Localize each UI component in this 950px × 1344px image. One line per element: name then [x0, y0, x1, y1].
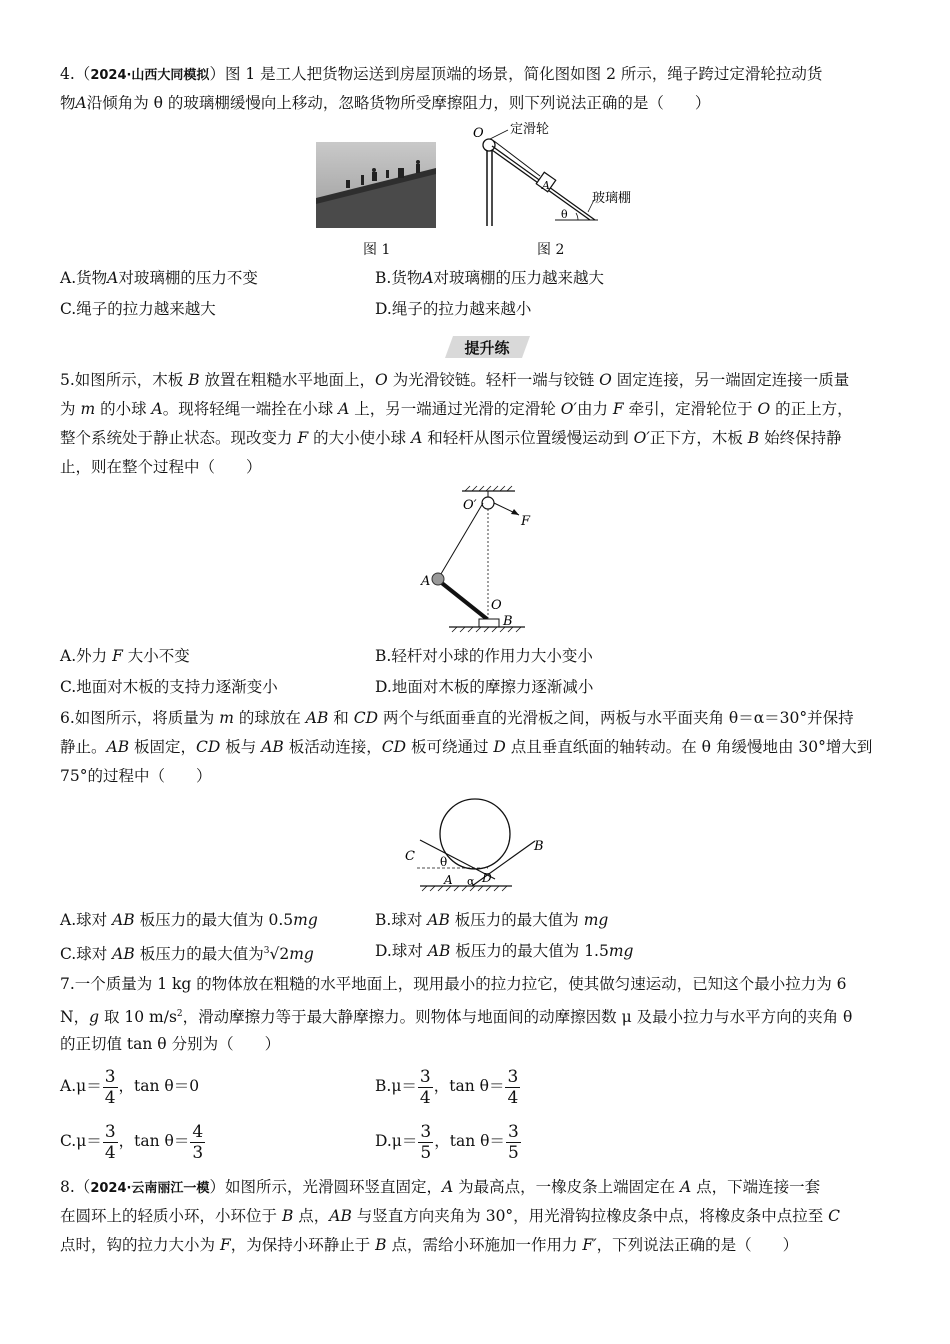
- text-run: 4.: [60, 65, 75, 83]
- text-run: 。现将轻绳一端拴在小球: [162, 400, 339, 418]
- text-run: O: [599, 371, 612, 389]
- text-run: 板压力的最大值为 1.5: [450, 942, 609, 960]
- text-run: 板压力的最大值为 0.5: [134, 911, 294, 929]
- q4-label-o: O: [473, 126, 484, 141]
- text-run: AB: [112, 945, 135, 964]
- text-run: A: [411, 429, 423, 447]
- text-run: 绳子的拉力越来越小: [391, 300, 532, 318]
- q4-source-tag: 2024·山西大同模拟: [90, 68, 210, 83]
- text-run: 为光滑铰链。轻杆一端与铰链: [387, 371, 600, 389]
- q8-source-tag: 2024·云南丽江一模: [90, 1181, 210, 1196]
- q5-option-c: [60, 674, 278, 700]
- text-run: 和轻杆从图示位置缓慢运动到: [422, 429, 634, 447]
- text-run: 止，则在整个过程中（ ）: [60, 458, 262, 476]
- text-run: 地面对木板的摩擦力逐渐减小: [391, 678, 594, 696]
- q5-figure: [415, 485, 545, 637]
- text-run: F′: [582, 1236, 597, 1254]
- text-run: F: [112, 647, 123, 665]
- text-run: 上，另一端通过光滑的定滑轮: [349, 400, 561, 418]
- text-run: 对玻璃棚的压力越来越大: [433, 269, 605, 287]
- text-run: D.: [375, 300, 392, 318]
- text-run: N，: [60, 1008, 90, 1027]
- q4-figure-1-caption: 图 1: [363, 242, 391, 258]
- q8-line-2: [60, 1203, 840, 1229]
- text-run: 始终保持静: [759, 429, 842, 447]
- text-run: B: [375, 1236, 387, 1254]
- text-run: C.μ＝: [60, 1132, 102, 1150]
- text-run: C: [828, 1207, 840, 1225]
- text-run: mg: [289, 945, 314, 964]
- text-run: mg: [608, 942, 634, 960]
- text-run: 如图所示，光滑圆环竖直固定，: [224, 1178, 442, 1196]
- text-run: 3: [192, 1142, 204, 1163]
- text-run: CD: [353, 709, 379, 727]
- text-run: 的正上方，: [770, 400, 853, 418]
- q5-label-f: F: [521, 514, 531, 529]
- text-run: 与竖直方向夹角为 30°，用光滑钩拉橡皮条中点，将橡皮条中点拉至: [351, 1207, 829, 1225]
- text-run: ，下列说法正确的是（ ）: [596, 1236, 799, 1254]
- text-run: O′: [633, 429, 650, 447]
- text-run: 球对: [76, 945, 113, 964]
- text-run: 4: [104, 1142, 116, 1163]
- text-run: 板活动连接，: [283, 738, 382, 756]
- text-run: 的球放在: [233, 709, 306, 727]
- text-run: A: [422, 269, 434, 287]
- text-run: 点且垂直纸面的轴转动。在 θ 角缓慢地由 30°增大到: [505, 738, 873, 756]
- q5-option-a: [60, 643, 190, 669]
- q6-option-b: [375, 907, 608, 933]
- text-run: AB: [427, 911, 450, 929]
- text-run: O′: [560, 400, 577, 418]
- q4-option-b: [375, 265, 604, 291]
- text-run: ，tan θ＝: [118, 1132, 190, 1150]
- text-run: 点，下端连接一套: [691, 1178, 821, 1196]
- text-run: （: [74, 65, 91, 83]
- text-run: 点，需给小环施加一作用力: [386, 1236, 583, 1254]
- text-run: mg: [293, 911, 318, 929]
- text-run: O: [757, 400, 771, 418]
- q5-line-2: [60, 396, 853, 422]
- text-run: 在圆环上的轻质小环，小环位于: [60, 1207, 282, 1225]
- text-run: A: [107, 269, 119, 287]
- text-run: 整个系统处于静止状态。现改变力: [60, 429, 298, 447]
- text-run: B: [188, 371, 200, 389]
- text-run: O: [375, 371, 388, 389]
- text-run: AB: [427, 942, 451, 960]
- text-run: 货物: [76, 269, 108, 287]
- text-run: 固定连接，另一端固定连接一质量: [611, 371, 850, 389]
- q7-option-b: [375, 1064, 521, 1108]
- q7-option-a: [60, 1064, 199, 1108]
- text-run: （: [74, 1178, 91, 1196]
- text-run: A: [75, 94, 87, 112]
- text-run: A.: [60, 269, 77, 287]
- q6-figure: [400, 796, 560, 896]
- q5-label-o-prime: O′: [463, 498, 477, 513]
- text-run: 4: [192, 1121, 204, 1142]
- text-run: 的正切值 tan θ 分别为（ ）: [60, 1035, 281, 1053]
- text-run: B: [281, 1207, 294, 1225]
- text-run: 3: [104, 1121, 116, 1142]
- q6-label-c: C: [405, 849, 415, 864]
- text-run: 点时，钩的拉力大小为: [60, 1236, 220, 1254]
- q4-option-d: [375, 296, 531, 322]
- text-run: B.μ＝: [375, 1077, 417, 1095]
- q6-option-c: [60, 938, 314, 967]
- text-run: 3: [507, 1066, 519, 1087]
- text-run: 球对: [391, 911, 428, 929]
- q6-label-d: D: [482, 871, 492, 885]
- text-run: CD: [196, 738, 221, 756]
- text-run: m: [80, 400, 96, 418]
- text-run: 板固定，: [129, 738, 197, 756]
- text-run: AB: [305, 709, 329, 727]
- q4-label-pulley: 定滑轮: [510, 122, 550, 137]
- text-run: A.: [60, 647, 77, 665]
- q6-line-1: [60, 705, 854, 731]
- text-run: 放置在粗糙水平地面上，: [199, 371, 376, 389]
- text-run: AB: [261, 738, 284, 756]
- q5-label-o: O: [491, 598, 502, 613]
- q5-line-1: [60, 367, 849, 393]
- text-run: B.: [375, 911, 392, 929]
- q4-label-glass: 玻璃棚: [592, 191, 632, 206]
- text-run: D.: [375, 942, 392, 960]
- text-run: 3: [263, 946, 270, 956]
- text-run: 3: [419, 1066, 431, 1087]
- text-run: 3: [420, 1121, 432, 1142]
- text-run: AB: [329, 1207, 352, 1225]
- text-run: AB: [106, 738, 130, 756]
- text-run: ，滑动摩擦力等于最大静摩擦力。则物体与地面间的动摩擦因数 μ 及最小拉力与水平方向的夹角 θ: [182, 1008, 853, 1027]
- q6-label-b: B: [534, 839, 544, 854]
- text-run: F: [297, 429, 309, 447]
- q7-option-d: [375, 1119, 522, 1163]
- text-run: 板可绕通过: [406, 738, 494, 756]
- text-run: 两个与纸面垂直的光滑板之间，两板与水平面夹角 θ＝α＝30°并保持: [378, 709, 854, 727]
- text-run: g: [89, 1008, 100, 1027]
- q8-line-3: [60, 1232, 798, 1258]
- q4-line-1: [60, 61, 822, 89]
- text-run: 的大小使小球: [308, 429, 412, 447]
- q4-label-a: A: [542, 179, 550, 192]
- q4-label-theta: θ: [561, 208, 568, 221]
- text-run: ）: [209, 1178, 225, 1196]
- text-run: 4: [104, 1087, 116, 1108]
- text-run: AB: [112, 911, 135, 929]
- text-run: 4: [507, 1087, 519, 1108]
- text-run: A: [680, 1178, 692, 1196]
- text-run: 3: [507, 1121, 519, 1142]
- q7-option-c: [60, 1119, 206, 1163]
- q6-label-a: A: [444, 873, 453, 887]
- section-title: 提升练: [464, 339, 510, 357]
- q6-label-alpha: α: [467, 875, 475, 888]
- text-run: 5.如图所示，木板: [60, 371, 189, 389]
- text-run: 静止。: [60, 738, 107, 756]
- text-run: 外力: [76, 647, 113, 665]
- q6-line-3: [60, 763, 211, 789]
- text-run: 3: [104, 1066, 116, 1087]
- text-run: ，tan θ＝: [118, 1077, 190, 1095]
- text-run: ）: [209, 65, 225, 83]
- text-run: D.: [375, 678, 392, 696]
- text-run: 地面对木板的支持力逐渐变小: [76, 678, 278, 696]
- text-run: 由力: [576, 400, 613, 418]
- text-run: 4: [419, 1087, 431, 1108]
- text-run: 和: [328, 709, 354, 727]
- text-run: 8.: [60, 1178, 75, 1196]
- text-run: ，tan θ＝: [434, 1132, 505, 1150]
- q4-line-2: [60, 90, 710, 116]
- text-run: CD: [381, 738, 407, 756]
- text-run: 牵引，定滑轮位于: [623, 400, 758, 418]
- q7-line-2: [60, 1001, 852, 1030]
- q4-figure-2-caption: 图 2: [537, 242, 565, 258]
- text-run: D.μ＝: [375, 1132, 418, 1150]
- text-run: 5: [420, 1142, 432, 1163]
- q5-line-4: [60, 454, 262, 480]
- text-run: 7.一个质量为 1 kg 的物体放在粗糙的水平地面上，现用最小的拉力拉它，使其做匀速运动，已知这个最小拉力为 6: [60, 975, 847, 993]
- q5-label-a: A: [421, 574, 431, 589]
- text-run: A: [151, 400, 163, 418]
- text-run: B.: [375, 269, 392, 287]
- text-run: 2: [176, 1009, 183, 1019]
- text-run: 5: [507, 1142, 519, 1163]
- text-run: 75°的过程中（ ）: [60, 767, 212, 785]
- text-run: 的小球: [95, 400, 152, 418]
- text-run: 正下方，木板: [649, 429, 748, 447]
- text-run: 图 1 是工人把货物运送到房屋顶端的场景，简化图如图 2 所示，绳子跨过定滑轮拉动货: [224, 65, 823, 83]
- q5-label-b: B: [503, 614, 513, 629]
- text-run: 板与: [220, 738, 262, 756]
- q5-option-b: [375, 643, 593, 669]
- text-run: A: [441, 1178, 454, 1196]
- section-banner: [445, 335, 530, 359]
- q7-line-3: [60, 1031, 280, 1057]
- text-run: F: [612, 400, 624, 418]
- text-run: 绳子的拉力越来越大: [76, 300, 216, 318]
- text-run: mg: [583, 911, 609, 929]
- text-run: B: [747, 429, 760, 447]
- text-run: B.: [375, 647, 392, 665]
- q6-option-d: [375, 938, 633, 964]
- text-run: A.: [60, 911, 77, 929]
- text-run: 沿倾角为 θ 的玻璃棚缓慢向上移动，忽略货物所受摩擦阻力，则下列说法正确的是（ ）: [86, 94, 711, 112]
- text-run: √2: [269, 945, 290, 964]
- q4-figure-1-photo: [316, 142, 436, 228]
- text-run: 点，: [293, 1207, 330, 1225]
- q4-option-c: [60, 296, 216, 322]
- text-run: ，为保持小环静止于: [230, 1236, 376, 1254]
- q5-option-d: [375, 674, 593, 700]
- text-run: 为: [60, 400, 81, 418]
- text-run: 对玻璃棚的压力不变: [118, 269, 258, 287]
- text-run: 板压力的最大值为: [134, 945, 264, 964]
- text-run: A.μ＝: [60, 1077, 102, 1095]
- text-run: 球对: [76, 911, 113, 929]
- q6-label-theta: θ: [440, 855, 448, 869]
- text-run: 0: [189, 1077, 200, 1095]
- text-run: 大小不变: [122, 647, 190, 665]
- text-run: 球对: [391, 942, 428, 960]
- text-run: C.: [60, 300, 77, 318]
- text-run: A: [338, 400, 350, 418]
- text-run: F: [219, 1236, 231, 1254]
- text-run: 货物: [391, 269, 423, 287]
- q4-option-a: [60, 265, 258, 291]
- text-run: ，tan θ＝: [433, 1077, 505, 1095]
- q4-figure-2-diagram: [470, 120, 650, 232]
- text-run: 板压力的最大值为: [449, 911, 584, 929]
- text-run: C.: [60, 945, 77, 964]
- q7-line-1: [60, 971, 847, 997]
- text-run: 取 10 m/s: [99, 1008, 177, 1027]
- text-run: D: [493, 738, 506, 756]
- q5-line-3: [60, 425, 842, 451]
- text-run: 6.如图所示，将质量为: [60, 709, 220, 727]
- text-run: 为最高点，一橡皮条上端固定在: [453, 1178, 681, 1196]
- text-run: C.: [60, 678, 77, 696]
- q8-line-1: [60, 1174, 820, 1202]
- text-run: m: [219, 709, 234, 727]
- q6-line-2: [60, 734, 872, 760]
- text-run: 轻杆对小球的作用力大小变小: [391, 647, 593, 665]
- q6-option-a: [60, 907, 318, 933]
- text-run: 物: [60, 94, 76, 112]
